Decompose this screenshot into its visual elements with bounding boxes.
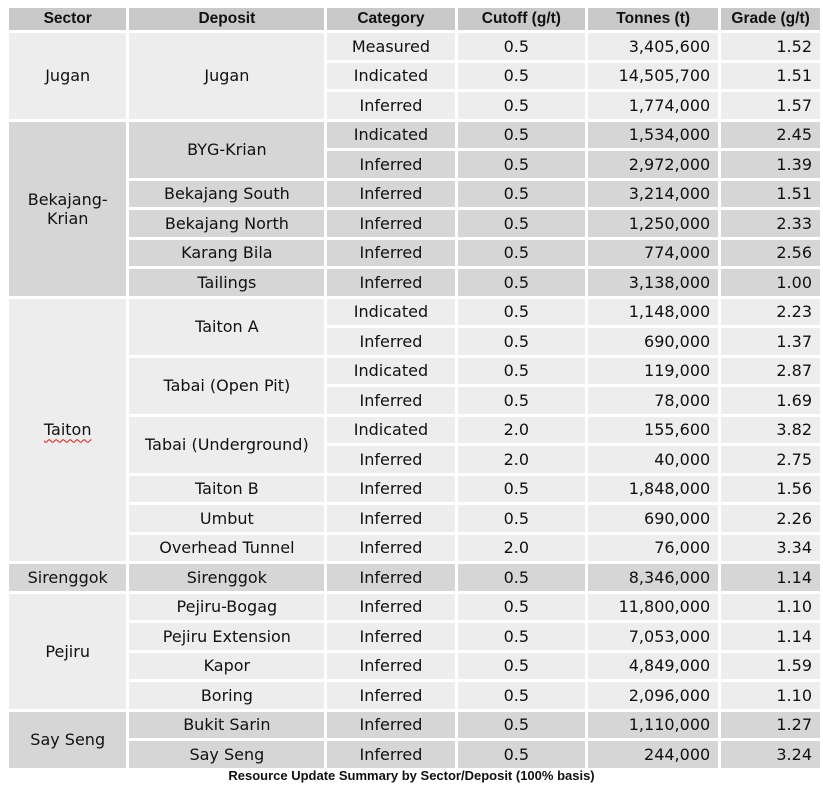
- category-cell: Inferred: [327, 535, 454, 562]
- cutoff-cell: 2.0: [458, 446, 586, 473]
- deposit-cell: Umbut: [129, 505, 324, 532]
- category-cell: Inferred: [327, 210, 454, 237]
- header-tonnes: Tonnes (t): [588, 8, 718, 30]
- category-cell: Indicated: [327, 299, 454, 326]
- header-sector: Sector: [9, 8, 126, 30]
- tonnes-cell: 1,774,000: [588, 92, 718, 119]
- tonnes-cell: 244,000: [588, 741, 718, 768]
- category-cell: Inferred: [327, 181, 454, 208]
- grade-cell: 1.27: [721, 712, 820, 739]
- cutoff-cell: 0.5: [458, 712, 586, 739]
- tonnes-cell: 1,848,000: [588, 476, 718, 503]
- category-cell: Inferred: [327, 476, 454, 503]
- deposit-cell: Bekajang South: [129, 181, 324, 208]
- cutoff-cell: 0.5: [458, 358, 586, 385]
- table-row: [9, 594, 820, 621]
- table-row: [9, 653, 820, 680]
- category-cell: Inferred: [327, 240, 454, 267]
- tonnes-cell: 40,000: [588, 446, 718, 473]
- sector-name: Bekajang- Krian: [27, 189, 108, 228]
- sector-cell: [9, 564, 126, 591]
- cutoff-cell: 0.5: [458, 33, 586, 60]
- cutoff-cell: 0.5: [458, 210, 586, 237]
- sector-cell: [9, 594, 126, 709]
- sector-name: Say Seng: [30, 730, 106, 749]
- category-cell: Inferred: [327, 682, 454, 709]
- grade-cell: 1.14: [721, 623, 820, 650]
- category-cell: Inferred: [327, 564, 454, 591]
- grade-cell: 1.52: [721, 33, 820, 60]
- grade-cell: 2.56: [721, 240, 820, 267]
- category-cell: Indicated: [327, 358, 454, 385]
- deposit-cell: Jugan: [129, 33, 324, 119]
- tonnes-cell: 690,000: [588, 328, 718, 355]
- grade-cell: 3.82: [721, 417, 820, 444]
- cutoff-cell: 0.5: [458, 476, 586, 503]
- table-row: [9, 682, 820, 709]
- cutoff-cell: 0.5: [458, 505, 586, 532]
- table-caption: Resource Update Summary by Sector/Deposit (100% basis): [228, 768, 595, 783]
- category-cell: Inferred: [327, 594, 454, 621]
- cutoff-cell: 0.5: [458, 328, 586, 355]
- tonnes-cell: 8,346,000: [588, 564, 718, 591]
- category-cell: Inferred: [327, 623, 454, 650]
- table-row: [9, 535, 820, 562]
- grade-cell: 1.10: [721, 682, 820, 709]
- cutoff-cell: 0.5: [458, 151, 586, 178]
- deposit-cell: Taiton A: [129, 299, 324, 355]
- grade-cell: 2.33: [721, 210, 820, 237]
- table-row: [9, 122, 820, 149]
- resource-table: [6, 5, 823, 771]
- deposit-cell: Pejiru-Bogag: [129, 594, 324, 621]
- tonnes-cell: 78,000: [588, 387, 718, 414]
- grade-cell: 1.39: [721, 151, 820, 178]
- category-cell: Inferred: [327, 741, 454, 768]
- table-row: [9, 564, 820, 591]
- grade-cell: 1.10: [721, 594, 820, 621]
- cutoff-cell: 0.5: [458, 741, 586, 768]
- grade-cell: 2.23: [721, 299, 820, 326]
- category-cell: Indicated: [327, 122, 454, 149]
- table-row: [9, 269, 820, 296]
- cutoff-cell: 0.5: [458, 299, 586, 326]
- cutoff-cell: 0.5: [458, 564, 586, 591]
- cutoff-cell: 0.5: [458, 387, 586, 414]
- grade-cell: 2.87: [721, 358, 820, 385]
- grade-cell: 1.57: [721, 92, 820, 119]
- cutoff-cell: 0.5: [458, 122, 586, 149]
- sector-cell: [9, 122, 126, 296]
- table-row: [9, 210, 820, 237]
- grade-cell: 1.69: [721, 387, 820, 414]
- header-cutoff: Cutoff (g/t): [458, 8, 586, 30]
- grade-cell: 2.45: [721, 122, 820, 149]
- table-row: [9, 181, 820, 208]
- table-row: [9, 476, 820, 503]
- tonnes-cell: 7,053,000: [588, 623, 718, 650]
- grade-cell: 2.75: [721, 446, 820, 473]
- cutoff-cell: 0.5: [458, 682, 586, 709]
- tonnes-cell: 1,534,000: [588, 122, 718, 149]
- tonnes-cell: 1,148,000: [588, 299, 718, 326]
- grade-cell: 1.37: [721, 328, 820, 355]
- table-row: [9, 358, 820, 385]
- table-row: [9, 417, 820, 444]
- grade-cell: 1.56: [721, 476, 820, 503]
- table-row: [9, 623, 820, 650]
- category-cell: Inferred: [327, 92, 454, 119]
- grade-cell: 1.51: [721, 181, 820, 208]
- header-grade: Grade (g/t): [721, 8, 820, 30]
- deposit-cell: BYG-Krian: [129, 122, 324, 178]
- grade-cell: 1.51: [721, 63, 820, 90]
- table-row: [9, 240, 820, 267]
- sector-name: Jugan: [45, 66, 91, 86]
- deposit-cell: Overhead Tunnel: [129, 535, 324, 562]
- header-row: [9, 8, 820, 30]
- tonnes-cell: 14,505,700: [588, 63, 718, 90]
- sector-name: Taiton: [43, 420, 92, 440]
- table-row: [9, 505, 820, 532]
- deposit-cell: Sirenggok: [129, 564, 324, 591]
- category-cell: Measured: [327, 33, 454, 60]
- sector-cell: [9, 33, 126, 119]
- sector-cell: [9, 299, 126, 562]
- table-row: [9, 33, 820, 60]
- category-cell: Inferred: [327, 269, 454, 296]
- cutoff-cell: 2.0: [458, 417, 586, 444]
- deposit-cell: Taiton B: [129, 476, 324, 503]
- sector-name: Pejiru: [45, 641, 90, 661]
- cutoff-cell: 0.5: [458, 269, 586, 296]
- deposit-cell: Bekajang North: [129, 210, 324, 237]
- header-category: Category: [327, 8, 454, 30]
- tonnes-cell: 4,849,000: [588, 653, 718, 680]
- deposit-cell: Boring: [129, 682, 324, 709]
- header-deposit: Deposit: [129, 8, 324, 30]
- tonnes-cell: 1,110,000: [588, 712, 718, 739]
- tonnes-cell: 119,000: [588, 358, 718, 385]
- tonnes-cell: 76,000: [588, 535, 718, 562]
- tonnes-cell: 774,000: [588, 240, 718, 267]
- tonnes-cell: 690,000: [588, 505, 718, 532]
- deposit-cell: Tailings: [129, 269, 324, 296]
- tonnes-cell: 3,214,000: [588, 181, 718, 208]
- tonnes-cell: 2,096,000: [588, 682, 718, 709]
- cutoff-cell: 0.5: [458, 623, 586, 650]
- grade-cell: 3.24: [721, 741, 820, 768]
- tonnes-cell: 3,138,000: [588, 269, 718, 296]
- sector-name: Sirenggok: [27, 567, 108, 587]
- deposit-cell: Bukit Sarin: [129, 712, 324, 739]
- table-body: [9, 33, 820, 768]
- cutoff-cell: 0.5: [458, 181, 586, 208]
- deposit-cell: Karang Bila: [129, 240, 324, 267]
- cutoff-cell: 0.5: [458, 240, 586, 267]
- grade-cell: 2.26: [721, 505, 820, 532]
- cutoff-cell: 0.5: [458, 63, 586, 90]
- tonnes-cell: 2,972,000: [588, 151, 718, 178]
- grade-cell: 1.14: [721, 564, 820, 591]
- deposit-cell: Tabai (Open Pit): [129, 358, 324, 414]
- category-cell: Inferred: [327, 505, 454, 532]
- deposit-cell: Kapor: [129, 653, 324, 680]
- deposit-cell: Tabai (Underground): [129, 417, 324, 473]
- category-cell: Inferred: [327, 328, 454, 355]
- category-cell: Inferred: [327, 446, 454, 473]
- table-row: [9, 712, 820, 739]
- grade-cell: 1.59: [721, 653, 820, 680]
- tonnes-cell: 1,250,000: [588, 210, 718, 237]
- category-cell: Inferred: [327, 387, 454, 414]
- tonnes-cell: 3,405,600: [588, 33, 718, 60]
- cutoff-cell: 0.5: [458, 594, 586, 621]
- category-cell: Inferred: [327, 151, 454, 178]
- cutoff-cell: 2.0: [458, 535, 586, 562]
- cutoff-cell: 0.5: [458, 653, 586, 680]
- deposit-cell: Say Seng: [129, 741, 324, 768]
- category-cell: Inferred: [327, 712, 454, 739]
- table-row: [9, 299, 820, 326]
- tonnes-cell: 11,800,000: [588, 594, 718, 621]
- table-row: [9, 741, 820, 768]
- sector-cell: [9, 712, 126, 768]
- tonnes-cell: 155,600: [588, 417, 718, 444]
- category-cell: Indicated: [327, 63, 454, 90]
- deposit-cell: Pejiru Extension: [129, 623, 324, 650]
- cutoff-cell: 0.5: [458, 92, 586, 119]
- category-cell: Indicated: [327, 417, 454, 444]
- grade-cell: 1.00: [721, 269, 820, 296]
- category-cell: Inferred: [327, 653, 454, 680]
- grade-cell: 3.34: [721, 535, 820, 562]
